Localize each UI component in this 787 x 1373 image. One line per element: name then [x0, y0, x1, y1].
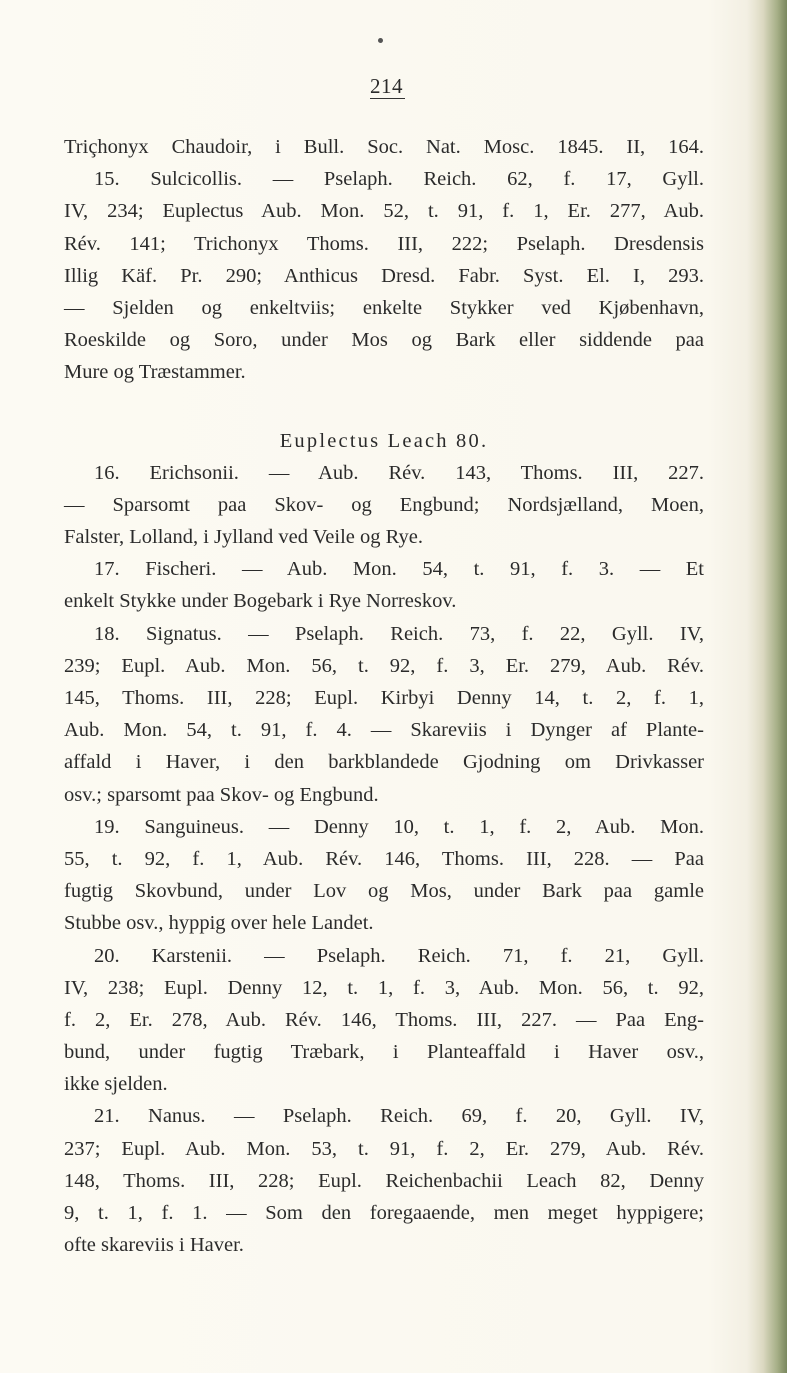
page-number: 214	[370, 74, 403, 98]
text-line: fugtig Skovbund, under Lov og Mos, under Bark paa gamle	[64, 880, 704, 903]
text-line: 55, t. 92, f. 1, Aub. Rév. 146, Thoms. III, 228. — Paa	[64, 847, 704, 870]
text-line: 239; Eupl. Aub. Mon. 56, t. 92, f. 3, Er. 279, Aub. Rév.	[64, 654, 704, 677]
text-line: ofte skareviis i Haver.	[64, 1234, 244, 1257]
text-line: ikke sjelden.	[64, 1073, 168, 1096]
text-line: affald i Haver, i den barkblandede Gjodning om Drivkasser	[64, 751, 704, 774]
text-line: Triçhonyx Chaudoir, i Bull. Soc. Nat. Mosc. 1845. II, 164.	[64, 136, 704, 158]
page-edge-shadow	[747, 0, 787, 1373]
text-line: Aub. Mon. 54, t. 91, f. 4. — Skareviis i Dynger af Plante-	[64, 719, 704, 742]
text-line: 20. Karstenii. — Pselaph. Reich. 71, f. 21, Gyll.	[94, 944, 704, 967]
text-line: Illig Käf. Pr. 290; Anthicus Dresd. Fabr. Syst. El. I, 293.	[64, 264, 704, 287]
text-line: 9, t. 1, f. 1. — Som den foregaaende, men meget hyppigere;	[64, 1202, 704, 1224]
text-body	[64, 131, 704, 1261]
text-line: 148, Thoms. III, 228; Eupl. Reichenbachii Leach 82, Denny	[64, 1169, 704, 1192]
text-line: Stubbe osv., hyppig over hele Landet.	[64, 912, 374, 935]
text-line: 16. Erichsonii. — Aub. Rév. 143, Thoms. III, 227.	[94, 461, 704, 484]
text-line: IV, 234; Euplectus Aub. Mon. 52, t. 91, f. 1, Er. 277, Aub.	[64, 200, 704, 223]
text-line: Rév. 141; Trichonyx Thoms. III, 222; Pselaph. Dresdensis	[64, 232, 704, 255]
text-line: 19. Sanguineus. — Denny 10, t. 1, f. 2, Aub. Mon.	[94, 815, 704, 838]
print-dot	[378, 38, 383, 43]
text-line: 237; Eupl. Aub. Mon. 53, t. 91, f. 2, Er. 279, Aub. Rév.	[64, 1137, 704, 1160]
text-line: enkelt Stykke under Bogebark i Rye Norreskov.	[64, 590, 457, 613]
text-line: 18. Signatus. — Pselaph. Reich. 73, f. 22, Gyll. IV,	[94, 622, 704, 645]
section-heading: Euplectus Leach 80.	[279, 429, 489, 452]
text-line: bund, under fugtig Træbark, i Planteaffald i Haver osv.,	[64, 1041, 704, 1064]
text-line: 145, Thoms. III, 228; Eupl. Kirbyi Denny 14, t. 2, f. 1,	[64, 687, 704, 709]
text-line: 17. Fischeri. — Aub. Mon. 54, t. 91, f. 3. — Et	[94, 558, 704, 581]
text-line: Roeskilde og Soro, under Mos og Bark eller siddende paa	[64, 329, 704, 352]
text-line: osv.; sparsomt paa Skov- og Engbund.	[64, 783, 379, 806]
text-line: — Sjelden og enkeltviis; enkelte Stykker ved Kjøbenhavn,	[64, 296, 704, 319]
text-line: Mure og Træstammer.	[64, 361, 246, 384]
text-line: IV, 238; Eupl. Denny 12, t. 1, f. 3, Aub. Mon. 56, t. 92,	[64, 976, 704, 999]
text-line: 21. Nanus. — Pselaph. Reich. 69, f. 20, Gyll. IV,	[94, 1105, 704, 1128]
text-line: f. 2, Er. 278, Aub. Rév. 146, Thoms. III, 227. — Paa Eng-	[64, 1008, 704, 1031]
text-line: Falster, Lolland, i Jylland ved Veile og Rye.	[64, 526, 423, 549]
text-line: — Sparsomt paa Skov- og Engbund; Nordsjælland, Moen,	[64, 493, 704, 516]
text-line: 15. Sulcicollis. — Pselaph. Reich. 62, f. 17, Gyll.	[94, 168, 704, 191]
